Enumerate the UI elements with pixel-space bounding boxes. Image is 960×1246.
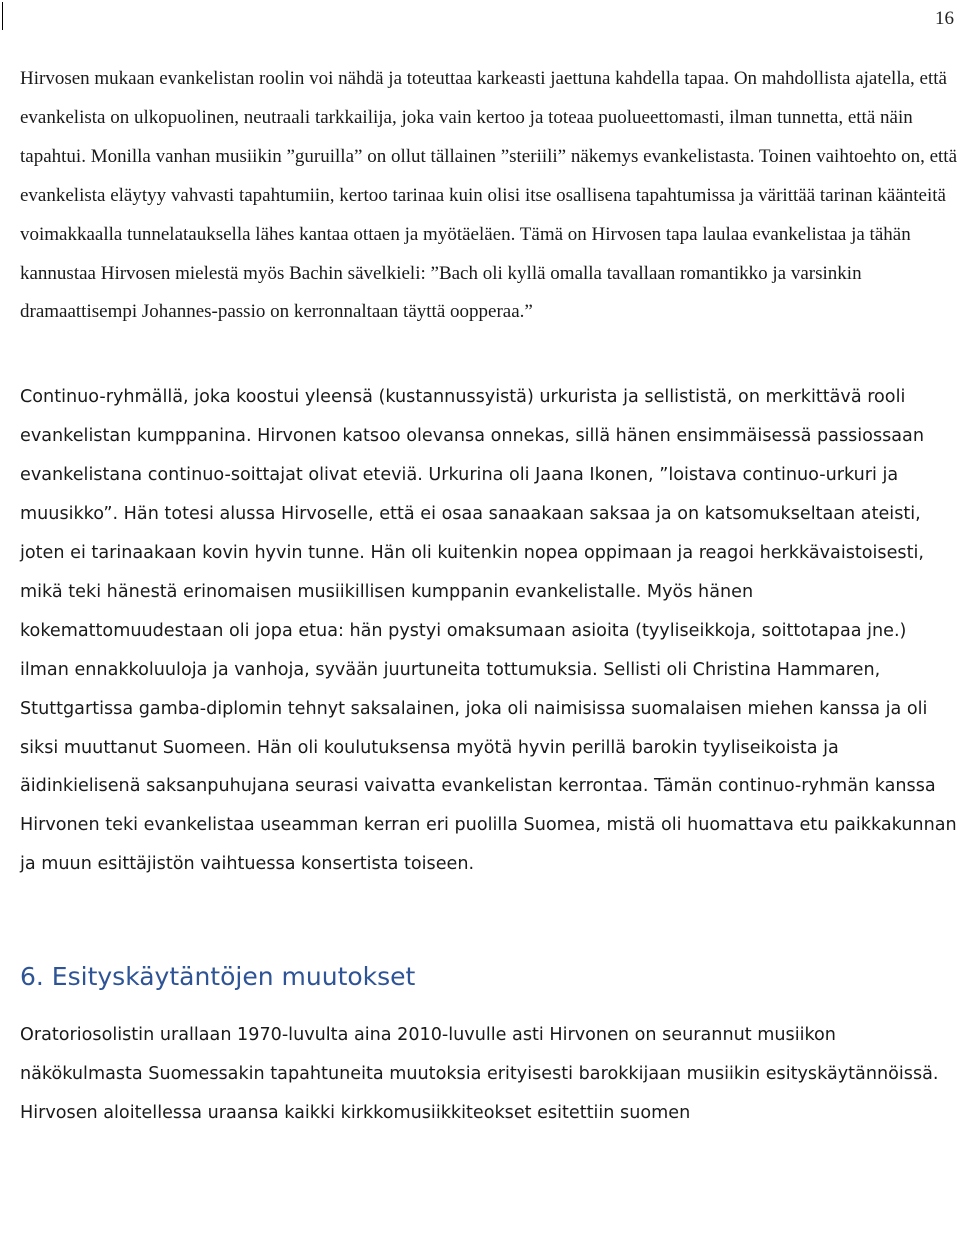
paragraph-performance-practice: Oratoriosolistin urallaan 1970-luvulta aina 2010-luvulle asti Hirvonen on seurannut musiikon näkökulmasta Suomessakin tapahtuneita muutoksia erityisesti barokkijaan musiikin esityskäytännöissä. Hirvosen aloitellessa uraansa kaikki kirkkomusiikkiteokset esitettiin suomen bbox=[20, 1025, 939, 1123]
paragraph-evangelist-roles: Hirvosen mukaan evankelistan roolin voi nähdä ja toteuttaa karkeasti jaettuna kahdella tapaa. On mahdollista ajatella, että evankelista on ulkopuolinen, neutraali tarkkailija, joka vain kertoo ja toteaa puolueettomasti, ilman tunnetta, että näin tapahtui. Monilla vanhan musiikin ”guruilla” on ollut tällainen ”steriili” näkemys evankelistasta. Toinen vaihtoehto on, että evankelista eläytyy vahvasti tapahtumiin, kertoo tarinaa kuin olisi itse osallisena tapahtumissa ja värittää tarinan käänteitä voimakkaalla tunnelatauksella lähes kantaa ottaen ja myötäeläen. Tämä on Hirvosen tapa laulaa evankelistaa ja tähän kannustaa Hirvosen mielestä myös Bachin sävelkieli: ”Bach oli kyllä omalla tavallaan romantikko ja varsinkin dramaattisempi Johannes-passio on kerronnaltaan täyttä oopperaa.” bbox=[20, 68, 958, 323]
section-heading: 6. Esityskäytäntöjen muutokset bbox=[20, 962, 416, 992]
paragraph-continuo-group: Continuo-ryhmällä, joka koostui yleensä (kustannussyistä) urkurista ja sellististä, on merkittävä rooli evankelistan kumppanina. Hirvonen katsoo olevansa onnekas, sillä hänen ensimmäisessä passiossaan evankelistana continuo-soittajat olivat eteviä. Urkurina oli Jaana Ikonen, ”loistava continuo-urkuri ja muusikko”. Hän totesi alussa Hirvoselle, että ei osaa sanaakaan saksaa ja on katsomukseltaan ateisti, joten ei tarinaakaan kovin hyvin tunne. Hän oli kuitenkin nopea oppimaan ja reagoi herkkävaistoisesti, mikä teki hänestä erinomaisen musiikillisen kumppanin evankelistalle. Myös hänen kokemattomuudestaan oli jopa etua: hän pystyi omaksumaan asioita (tyyliseikkoja, soittotapaa jne.) ilman ennakkoluuloja ja vanhoja, syvään juurtuneita tottumuksia. Sellisti oli Christina Hammaren, Stuttgartissa gamba-diplomin tehnyt saksalainen, joka oli naimisissa suomalaisen miehen kanssa ja oli siksi muuttanut Suomeen. Hän oli koulutuksensa myötä hyvin perillä barokin tyyliseikoista ja äidinkielisenä saksanpuhujana seurasi vaivatta evankelistan kerrontaa. Tämän continuo-ryhmän kanssa Hirvonen teki evankelistaa useamman kerran eri puolilla Suomea, mistä oli huomattava etu paikkakunnan ja muun esittäjistön vaihtuessa konsertista toiseen. bbox=[20, 387, 957, 875]
page-number: 16 bbox=[935, 8, 954, 29]
document-body bbox=[20, 60, 960, 1133]
text-cursor bbox=[2, 2, 3, 30]
